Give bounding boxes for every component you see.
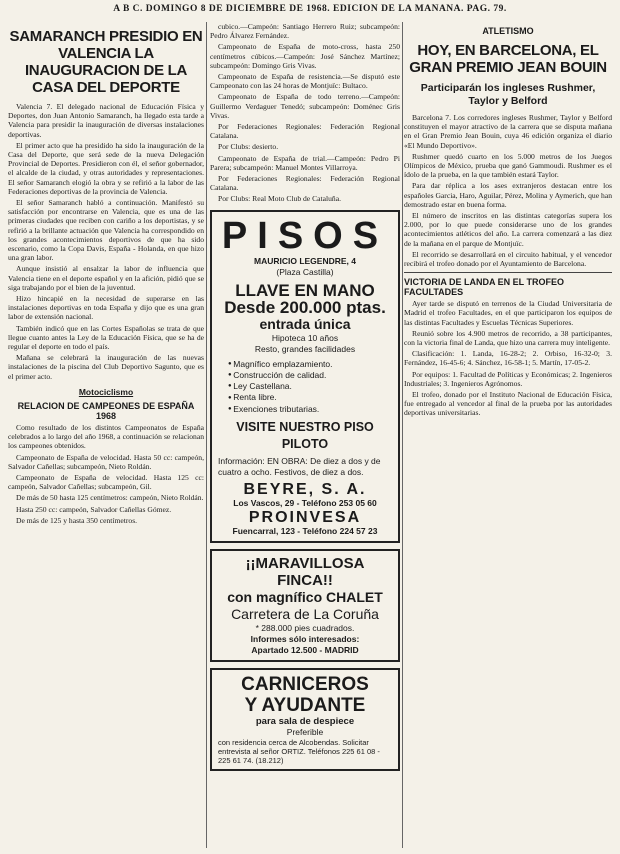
feature-item: ● Magnífico emplazamiento. — [228, 359, 392, 370]
article-paragraph: El trofeo, donado por el Instituto Nacional de Educación Física, fue entregado al vencedor al final de la prueba por las autoridades deportivas universitarias. — [404, 390, 612, 418]
ad-carniceros-details: con residencia cerca de Alcobendas. Solicitar entrevista al señor ORTIZ. Teléfonos 225 61 08 - 225 61 74. (18.212) — [218, 737, 380, 765]
ad-finca-road: Carretera de La Coruña — [231, 605, 379, 622]
article-paragraph: Para dar réplica a los ases extranjeros destacan entre los españoles Garcia, Haro, Aguilar, Pérez, Molina y Aymerich, que han demostrado estar en buena forma. — [404, 181, 612, 209]
article-paragraph: Campeonato de España de todo terreno.—Campeón: Guillermo Verdaguer Tenedó; subcampeón: Doménec Gris Vivas. — [210, 92, 400, 120]
ad-carniceros-title: CARNICEROS — [241, 673, 369, 695]
article-paragraph: Por equipos: 1. Facultad de Políticas y Económicas; 2. Ingenieros Industriales; 3. Ingenieros Agrónomos. — [404, 369, 612, 388]
feature-item: ● Renta libre. — [228, 392, 392, 403]
column-divider — [402, 22, 403, 848]
article-paragraph: Rushmer quedó cuarto en los 5.000 metros de los Juegos Olímpicos de México, prueba que ganó Gammoudi. Rushmer es el ídolo de la prueba, en la que también estará Taylor. — [404, 151, 612, 180]
article-paragraph: Barcelona 7. Los corredores ingleses Rushmer, Taylor y Belford constituyen el mayor atractivo de la carrera que se disputa mañana en el Gran Premio Jean Bouin, cuya 46 edición organiza el diario «El Mundo Deportivo». — [404, 113, 612, 150]
ad-pisos-entrada: entrada única — [259, 315, 351, 332]
ad-pisos-company2: PROINVESA — [248, 508, 362, 526]
column-middle — [210, 22, 400, 848]
section-motociclismo: Motociclismo — [78, 386, 134, 397]
article-paragraph: De más de 125 y hasta 350 centímetros. — [16, 515, 138, 525]
article-paragraph: El señor Samaranch habló a continuación. Manifestó su satisfacción por encontrarse en Valencia, que es una de las primeras ciudades que reciben con cariño a los deportistas, y se refirió a la brillante actuación que Valencia ha correspondido en los grandes acontecimientos deportivos de que ha sido escenario, como la Copa Davis, España - Holanda, en que hizo una gran labor. — [8, 198, 204, 263]
section-atletismo: ATLETISMO — [482, 26, 534, 36]
article-paragraph: El recorrido se desarrollará en el circuito habitual, y el vencedor recibirá el trofeo donado por el Ayuntamiento de Barcelona. — [404, 249, 612, 269]
article-paragraph: Aunque insistió al ensalzar la labor de influencia que Valencia tiene en el deporte español y en la afición, pidió que se siga trabajando por el bien de la juventud. — [8, 264, 204, 292]
ad-pisos-title: PISOS — [221, 214, 389, 257]
ad-pisos-info: Información: EN OBRA: De diez a dos y de cuatro a ocho. Festivos, de diez a dos. — [218, 455, 381, 477]
headline-samaranch: SAMARANCH PRESIDIO EN VALENCIA LA INAUGURACION DE LA CASA DEL DEPORTE — [9, 28, 203, 96]
ad-pisos-place: (Plaza Castilla) — [276, 266, 334, 277]
subhead-campeones: RELACION DE CAMPEONES DE ESPAÑA 1968 — [17, 400, 195, 421]
ad-finca-chalet: con magnífico CHALET — [227, 588, 383, 605]
ad-pisos-features — [228, 359, 392, 415]
ad-finca-size: * 288.000 pies cuadrados. — [255, 622, 355, 633]
column-left — [8, 22, 204, 848]
ad-finca-title: ¡¡MARAVILLOSA FINCA!! — [245, 554, 365, 589]
ad-pisos-visit: VISITE NUESTRO PISO PILOTO — [236, 419, 374, 451]
ad-pisos-llave: LLAVE EN MANO — [235, 280, 375, 300]
feature-item: ● Ley Castellana. — [228, 381, 392, 392]
column-right — [404, 22, 612, 848]
ad-pisos — [210, 210, 400, 543]
page-header: A B C. DOMINGO 8 DE DICIEMBRE DE 1968. EDICION DE LA MAÑANA. PAG. 79. — [113, 4, 507, 14]
headline-jean-bouin: HOY, EN BARCELONA, EL GRAN PREMIO JEAN BOUIN — [409, 42, 607, 76]
article-paragraph: Hasta 250 cc: campeón, Salvador Cañellas Gómez. — [16, 504, 172, 514]
article-paragraph: Campeonato de España de moto-cross, hasta 250 centímetros cúbicos.—Campeón: José Sánchez Martínez; subcampeón: Domingo Gris Vivas. — [210, 42, 400, 70]
article-paragraph: Como resultado de los distintos Campeonatos de España celebrados a lo largo del año 1968, a continuación se relacionan los campeones obtenidos. — [8, 422, 204, 451]
feature-item: ● Construcción de calidad. — [228, 370, 392, 381]
ad-carniceros-ayudante: Y AYUDANTE — [244, 694, 366, 716]
ad-carniceros — [210, 668, 400, 771]
article-paragraph: Campeonato de España de resistencia.—Se disputó este Campeonato con las 24 horas de Montjuïc: Bultaco. — [210, 72, 400, 91]
article-paragraph: Ayer tarde se disputó en terrenos de la Ciudad Universitaria de Madrid el trofeo Facultades, en el que participaron los equipos de las distintas Facultades y Escuelas Técnicas Superiores. — [404, 299, 612, 327]
article-paragraph: Por Federaciones Regionales: Federación Regional Catalana. — [210, 174, 400, 193]
article-paragraph: Por Federaciones Regionales: Federación Regional Catalana. — [210, 122, 400, 141]
article-paragraph: Hizo hincapié en la necesidad de superarse en las instalaciones deportivas en toda España y dijo que es una gran labor de extensión nacional. — [8, 294, 204, 322]
article-paragraph: Campeonato de España de velocidad. Hasta 125 cc: campeón, Salvador Cañellas; subcampeón, Gil. — [8, 472, 204, 492]
feature-item: ● Exenciones tributarias. — [228, 404, 392, 415]
ad-pisos-address: MAURICIO LEGENDRE, 4 — [253, 255, 356, 266]
ad-pisos-hipoteca: Hipoteca 10 años — [271, 332, 339, 343]
ad-finca-apartado: Apartado 12.500 - MADRID — [251, 644, 359, 655]
article-paragraph: cubico.—Campeón: Santiago Herrero Ruiz; subcampeón: Pedro Álvarez Fernández. — [210, 22, 400, 41]
ad-finca-info: Informes sólo interesados: — [250, 633, 360, 644]
article-paragraph: Valencia 7. El delegado nacional de Educación Física y Deportes, don Juan Antonio Samaranch, ha llegado esta tarde a Valencia para presidir la inauguración de diversas instalaciones deportivas. — [8, 102, 204, 139]
ad-finca — [210, 549, 400, 662]
headline-landa: VICTORIA DE LANDA EN EL TROFEO FACULTADES — [404, 277, 565, 298]
article-paragraph: Por Clubs: desierto. — [218, 142, 279, 152]
ad-pisos-resto: Resto, grandes facilidades — [254, 343, 356, 354]
article-paragraph: El primer acto que ha presidido ha sido la inauguración de la Casa del Deporte, que será sede de la nueva Delegación Provincial de Deportes. Presidieron con él, el señor gobernador, el alcalde de la ciudad, y otras autoridades y representaciones. El señor Samaranch elogió la obra y se refirió a la labor de las Federaciones deportivas de la provincia de Valencia. — [8, 140, 204, 196]
ad-carniceros-sala: para sala de despiece — [255, 715, 355, 727]
article-paragraph: Mañana se celebrará la inauguración de las nuevas instalaciones de la piscina del Club Deportivo Sagunto, que es el primer acto. — [8, 353, 204, 381]
ad-pisos-addr2: Fuencarral, 123 - Teléfono 224 57 23 — [232, 525, 378, 536]
article-paragraph: También indicó que en las Cortes Españolas se trata de que llegue cuanto antes la Ley de la Educación Física, que se ha de regular el deporte en todo el país. — [8, 323, 204, 352]
ad-carniceros-pref: Preferible — [286, 726, 324, 737]
article-paragraph: Por Clubs: Real Moto Club de Cataluña. — [218, 194, 341, 204]
subhead-participants: Participarán los ingleses Rushmer, Taylor y Belford — [420, 82, 596, 107]
article-paragraph: Campeonato de España de velocidad. Hasta 50 cc: campeón, Salvador Cañellas; subcampeón, Nieto Roldán. — [8, 452, 204, 471]
ad-pisos-addr1: Los Vascos, 29 - Teléfono 253 05 60 — [233, 497, 377, 508]
ad-pisos-company1: BEYRE, S. A. — [243, 480, 367, 498]
article-paragraph: El número de inscritos en las distintas categorías supera los 2.000, por lo que puede considerarse uno de los grandes acontecimientos atléticos del año. La carrera comenzará a las diez de la mañana en el parque de Montjuïc. — [404, 211, 612, 248]
ad-pisos-price: Desde 200.000 ptas. — [224, 297, 386, 317]
article-paragraph: Reunió sobre los 4.900 metros de recorrido, a 38 participantes, con la victoria final de Landa, que hizo una carrera muy inteligente. — [404, 328, 612, 348]
section-rule — [404, 272, 612, 273]
article-paragraph: De más de 50 hasta 125 centímetros: campeón, Nieto Roldán. — [16, 493, 204, 503]
column-divider — [206, 22, 207, 848]
article-paragraph: Clasificación: 1. Landa, 16-28-2; 2. Orbiso, 16-32-0; 3. Fernández, 16-45-6; 4. Sánchez, 16-58-1; 5. Martín, 17-05-2. — [404, 349, 612, 368]
article-paragraph: Campeonato de España de trial.—Campeón: Pedro Pi Parera; subcampeón: Manuel Montes Villarroya. — [210, 153, 400, 172]
